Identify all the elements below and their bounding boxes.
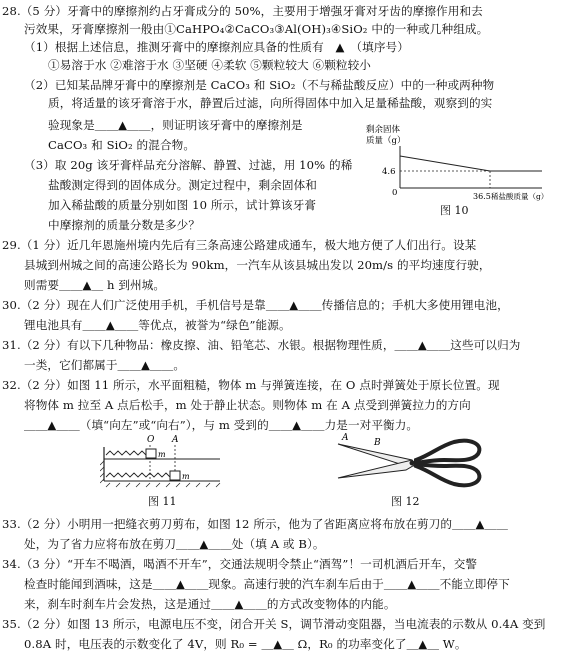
svg-text:m: m (182, 472, 190, 481)
text-line: 污效果，牙膏摩擦剂一般由①CaHPO₄②CaCO₃③Al(OH)₃④SiO₂ 中的一种或几种组成。 (24, 22, 489, 36)
text-line: 30.（2 分）现在人们广泛使用手机，手机信号是靠＿＿▲＿＿传播信息的；手机大多使用锂电池， (2, 298, 509, 312)
text-line: 县城到州城之间的高速公路长为 90km，一汽车从该县城出发以 20m/s 的平均速度行驶， (24, 258, 491, 272)
text-line: （3）取 20g 该牙膏样品充分溶解、静置、过滤，用 10% 的稀 (24, 158, 353, 172)
text-line: 35.（2 分）如图 13 所示，电源电压不变，闭合开关 S，调节滑动变阻器，当电流表的示数从 0.4A 变到 (2, 617, 546, 631)
text-line: 29.（1 分）近几年恩施州境内先后有三条高速公路建成通车，极大地方便了人们出行。设某 (2, 238, 477, 252)
text-line: 34.（3 分）“开车不喝酒，喝酒不开车”，交通法规明令禁止“酒驾”！一司机酒后开车，交警 (2, 557, 478, 571)
text-line: ①易溶于水 ②难溶于水 ③坚硬 ④柔软 ⑤颗粒较大 ⑥颗粒较小 (48, 58, 371, 72)
fig10-ylabel-1: 剩余固体 (366, 125, 401, 135)
text-line: 28.（5 分）牙膏中的摩擦剂约占牙膏成分的 50%，主要用于增强牙膏对牙齿的摩擦作用和去 (2, 4, 483, 18)
fig10-xlabel: 稀盐酸质量（g） (491, 192, 549, 201)
figure-11-caption: 图 11 (148, 495, 177, 508)
text-line: 处，为了省力应将布放在剪刀＿＿▲＿＿处（填 A 或 B）。 (24, 537, 325, 551)
text-line: 质，将适量的该牙膏溶于水，静置后过滤，向所得固体中加入足量稀盐酸，观察到的实 (48, 96, 493, 110)
text-line: 32.（2 分）如图 11 所示，水平面粗糙，物体 m 与弹簧连接，在 O 点时弹簧处于原长位置。现 (2, 378, 500, 392)
svg-text:m: m (158, 450, 166, 459)
figure-11-spring (100, 433, 240, 495)
text-line: 31.（2 分）有以下几种物品：橡皮擦、油、铅笔芯、水银。根据物理性质，＿＿▲＿＿这些可以归为 (2, 338, 521, 352)
fig10-ylabel-2: 质量（g） (366, 136, 406, 146)
text-line: （2）已知某品牌牙膏中的摩擦剂是 CaCO₃ 和 SiO₂（不与稀盐酸反应）中的一种或两种物 (24, 78, 495, 92)
text-line: 检查时能闻到酒味，这是＿＿▲＿＿现象。高速行驶的汽车刹车后由于＿＿▲＿＿不能立即停下 (24, 577, 510, 591)
text-line: 则需要＿＿▲＿ h 到州城。 (24, 278, 166, 292)
text-line: 0.8A 时，电压表的示数变化了 4V，则 R₀ = ＿▲＿ Ω，R₀ 的功率变化了＿▲＿ W。 (24, 637, 467, 651)
text-line: CaCO₃ 和 SiO₂ 的混合物。 (48, 138, 196, 152)
fig11-label-o: O (147, 435, 155, 445)
figure-12-caption: 图 12 (391, 495, 420, 508)
fig10-origin-label: 0 (392, 188, 398, 198)
fig10-y-tick-label: 4.6 (382, 167, 396, 177)
fig12-label-a: A (342, 433, 349, 443)
text-line: 中摩擦剂的质量分数是多少？ (48, 218, 201, 232)
fig10-data-line (400, 156, 490, 171)
text-line: ＿＿▲＿＿（填“向左”或“向右”），与 m 受到的＿＿▲＿＿力是一对平衡力。 (24, 418, 419, 432)
fig12-label-b: B (374, 438, 381, 448)
text-line: 一类，它们都属于＿＿▲＿＿。 (24, 358, 186, 372)
fig10-x-tick-label: 36.5 (473, 192, 491, 201)
fig11-label-a: A (172, 435, 179, 445)
figure-10-caption: 图 10 (440, 204, 469, 217)
text-line: （1）根据上述信息，推测牙膏中的摩擦剂应具备的性质有 ▲ （填序号） (24, 40, 409, 54)
text-line: 验现象是＿＿▲＿＿，则证明该牙膏中的摩擦剂是 (48, 118, 303, 132)
text-line: 锂电池具有＿＿▲＿＿等优点，被誉为“绿色”能源。 (24, 318, 291, 332)
text-line: 来，刹车时刹车片会发热，这是通过＿＿▲＿＿的方式改变物体的内能。 (24, 597, 396, 611)
text-line: 将物体 m 拉至 A 点后松手，m 处于静止状态。则物体 m 在 A 点受到弹簧拉力的方向 (24, 398, 471, 412)
figure-12-scissors (320, 430, 500, 496)
text-line: 33.（2 分）小明用一把缝衣剪刀剪布，如图 12 所示，他为了省距离应将布放在剪刀的＿＿▲＿＿ (2, 517, 508, 531)
text-line: 盐酸测定得到的固体成分。测定过程中，剩余固体和 (48, 178, 317, 192)
text-line: 加入稀盐酸的质量分别如图 10 所示，试计算该牙膏 (48, 198, 317, 212)
